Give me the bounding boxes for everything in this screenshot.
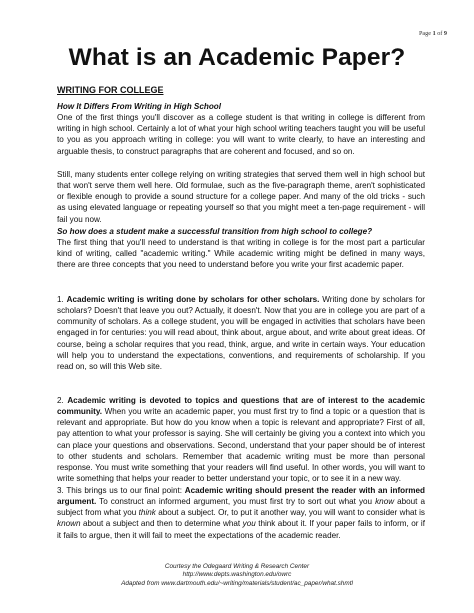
intro-section	[57, 101, 425, 157]
concept-1-number: 1.	[57, 295, 67, 304]
footer-credits	[0, 563, 474, 588]
intro-paragraph-2: Still, many students enter college relying on writing strategies that served them well in high school but that won't serve them well here. Old formulae, such as the five-paragraph theme, aren't sophisticated or flexible enough to provide a sound structure for a college paper. And many of the old tricks - such as using elevated language or repeating yourself so that you might meet a ten-page requirement - will fail you now.	[57, 170, 425, 224]
concept-1-paragraph	[57, 294, 425, 372]
intro-heading: How It Differs From Writing in High School	[57, 102, 222, 111]
concept-1-text: Writing done by scholars for scholars? Doesn't that leave you out? Actually, it doesn't. Now that you are in college you are part of a community of scholars. As a college student, you will be engaged in activities that scholars have been engaged in for centuries: you will read about, think about, argue about, and write about great ideas. Of course, being a scholar requires that you read, think, argue, and write in certain ways. Your education will help you to understand the expectations, conventions, and requirements of scholarship. If you read on, so will this Web site.	[57, 295, 425, 371]
concept-3-paragraph: 3. This brings us to our final point: Academic writing should present the reader with an informed argument. To construct an informed argument, you must first try to sort out what you know about a subject from what you think about a subject. Or, to put it another way, you will want to consider what is known about a subject and then to determine what you think about it. If your paper fails to inform, or if it fails to argue, then it will fail to meet the expectations of the academic reader.	[57, 486, 425, 540]
concept-2-statement: Academic writing is devoted to topics and questions that are of interest to the academic community.	[57, 396, 425, 417]
concept-2-text: When you write an academic paper, you must first try to find a topic or a question that is relevant and appropriate. But how do you know when a topic is relevant and appropriate? First of all, pay attention to what your professor is saying. She will certainly be giving you a context into which you can place your questions and observations. Second, understand that your paper should be of interest to other students and scholars. Remember that academic writing must be more than personal response. You must write something that your readers will find useful. In other words, you will want to write something that helps your reader to better understand your topic, or to see it in a new way.	[57, 407, 425, 484]
concept-3-intro: 3. This brings us to our final point:	[57, 486, 185, 495]
intro-paragraph-2-block	[57, 169, 425, 225]
footer-courtesy: Courtesy the Odegaard Writing & Research Center	[164, 563, 310, 570]
transition-section	[57, 226, 425, 271]
page-title: What is an Academic Paper?	[68, 44, 406, 71]
footer-adapted-from: Adapted from www.dartmouth.edu/~writing/materials/student/ac_paper/what.shmtl	[121, 579, 353, 587]
concept-2-number: 2.	[57, 396, 68, 405]
transition-paragraph: The first thing that you'll need to understand is that writing in college is for the most part a particular kind of writing, called "academic writing." While academic writing might be defined in many ways, there are three concepts that you need to understand before you write your first academic paper.	[57, 238, 425, 270]
footer-url: http://www.depts.washington.edu/owrc	[182, 571, 292, 579]
section-heading: WRITING FOR COLLEGE	[57, 85, 164, 95]
concept-3-statement: Academic writing should present the reader with an informed argument.	[57, 486, 425, 507]
concept-2-paragraph	[57, 395, 425, 484]
page-number: Page 1 of 9	[418, 30, 447, 37]
transition-heading: So how does a student make a successful transition from high school to college?	[57, 227, 373, 236]
intro-paragraph-1: One of the first things you'll discover as a college student is that writing in college is different from writing in high school. Certainly a lot of what your high school writing teachers taught you will be useful to you as you approach writing in college: you will want to write clearly, to have an interesting and arguable thesis, to construct paragraphs that are coherent and focused, and so on.	[57, 113, 425, 156]
concept-1-statement: Academic writing is writing done by scholars for other scholars.	[66, 295, 320, 304]
